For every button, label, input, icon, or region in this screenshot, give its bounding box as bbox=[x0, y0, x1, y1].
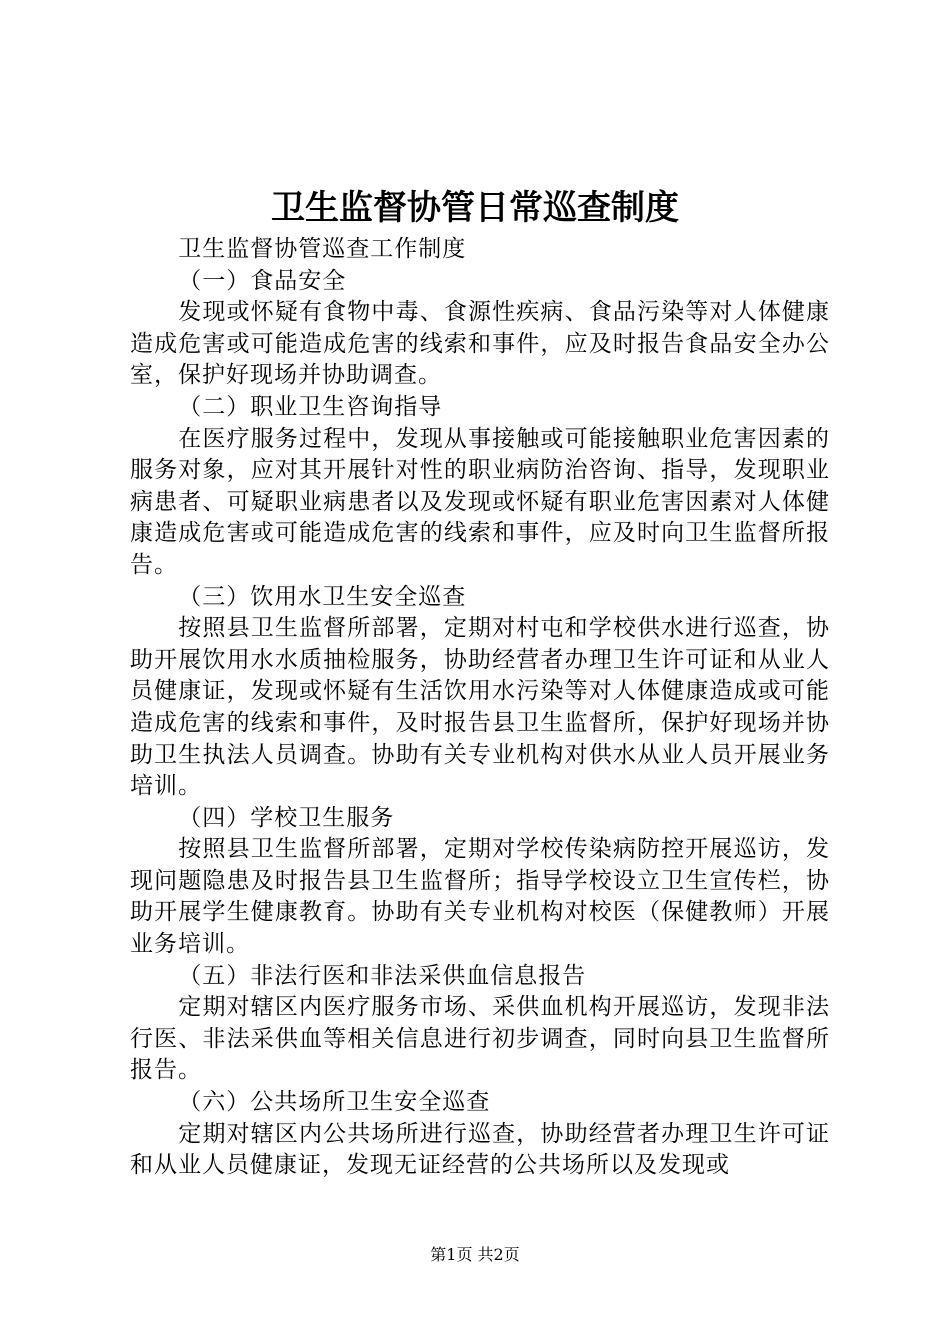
section-heading: （二）职业卫生咨询指导 bbox=[178, 393, 443, 420]
section-heading: （六）公共场所卫生安全巡查 bbox=[178, 1089, 491, 1116]
section-heading: （一）食品安全 bbox=[178, 267, 347, 294]
paragraph: 按照县卫生监督所部署，定期对村屯和学校供水进行巡查，协助开展饮用水水质抽检服务，协助经营者办理卫生许可证和从业人员健康证，发现或怀疑有生活饮用水污染等对人体健康造成或可能造成危害的线索和事件，及时报告县卫生监督所，保护好现场并协助卫生执法人员调查。协助有关专业机构对供水从业人员开展业务培训。 bbox=[130, 615, 830, 800]
paragraph: 在医疗服务过程中，发现从事接触或可能接触职业危害因素的服务对象，应对其开展针对性的职业病防治咨询、指导，发现职业病患者、可疑职业病患者以及发现或怀疑有职业危害因素对人体健康造成危害或可能造成危害的线索和事件，应及时向卫生监督所报告。 bbox=[130, 425, 830, 578]
paragraph: 定期对辖区内医疗服务市场、采供血机构开展巡访，发现非法行医、非法采供血等相关信息进行初步调查，同时向县卫生监督所报告。 bbox=[130, 994, 830, 1084]
section-heading: （五）非法行医和非法采供血信息报告 bbox=[178, 962, 587, 989]
paragraph: 发现或怀疑有食物中毒、食源性疾病、食品污染等对人体健康造成危害或可能造成危害的线索和事件，应及时报告食品安全办公室，保护好现场并协助调查。 bbox=[130, 299, 830, 389]
section-heading: （四）学校卫生服务 bbox=[178, 804, 395, 831]
section-heading: 卫生监督协管巡查工作制度 bbox=[178, 236, 467, 262]
section-heading: （三）饮用水卫生安全巡查 bbox=[178, 583, 467, 610]
paragraph: 定期对辖区内公共场所进行巡查，协助经营者办理卫生许可证和从业人员健康证，发现无证经营的公共场所以及发现或 bbox=[130, 1120, 830, 1179]
page-footer: 第1页 共2页 bbox=[430, 1245, 520, 1264]
document-body bbox=[130, 234, 830, 1182]
document-title: 卫生监督协管日常巡查制度 bbox=[271, 188, 679, 228]
paragraph: 按照县卫生监督所部署，定期对学校传染病防控开展巡访，发现问题隐患及时报告县卫生监督所；指导学校设立卫生宣传栏，协助开展学生健康教育。协助有关专业机构对校医（保健教师）开展业务培训。 bbox=[130, 836, 830, 958]
